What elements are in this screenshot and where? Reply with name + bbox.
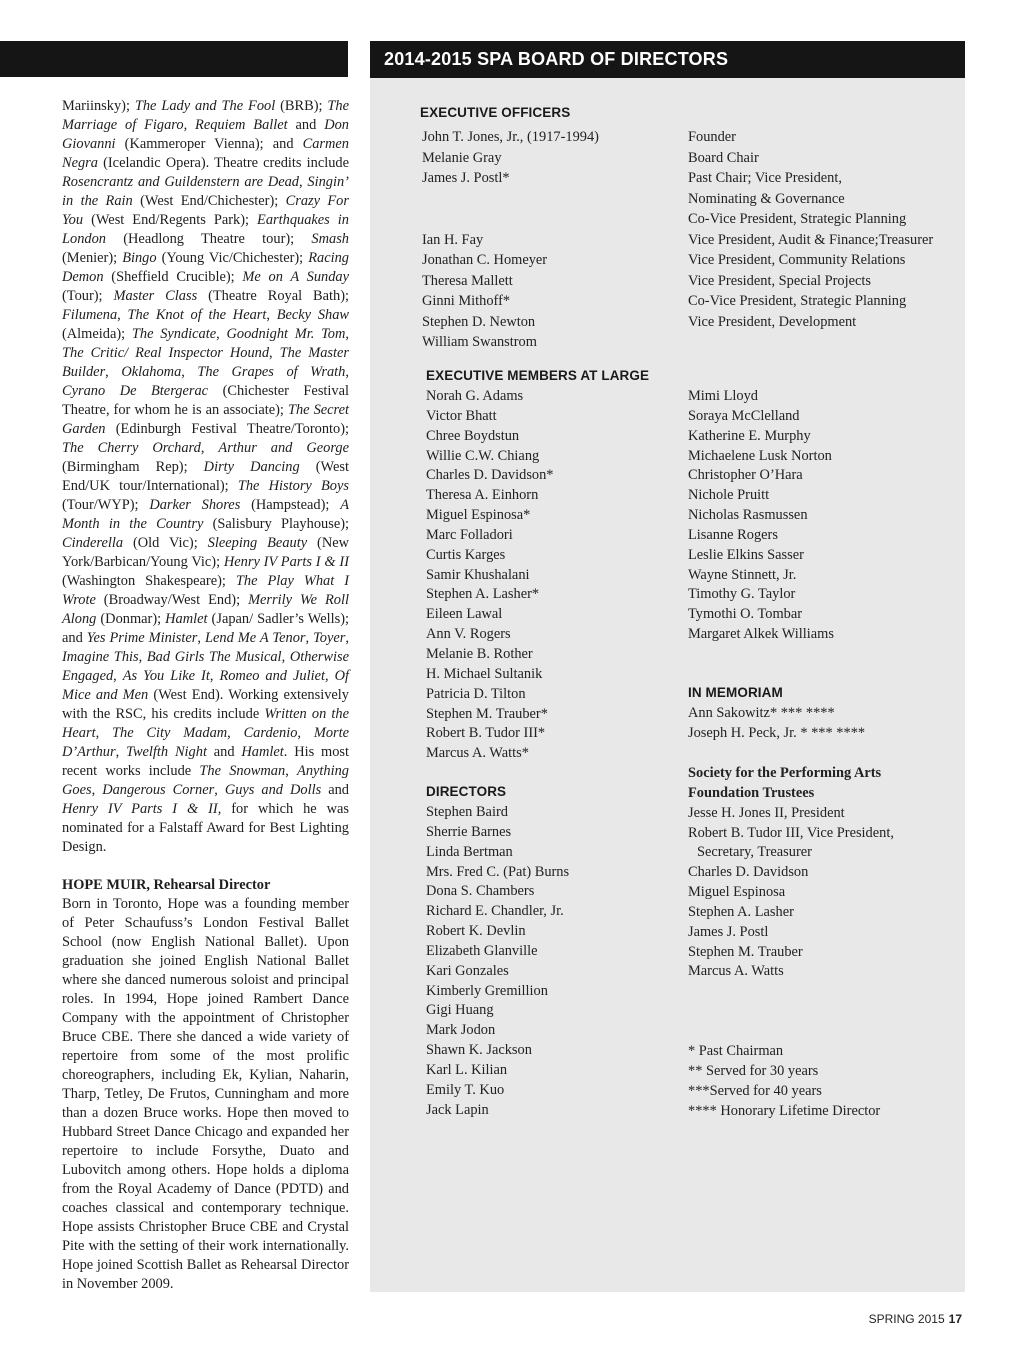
work-title: The Knot of the Heart: [127, 307, 267, 323]
directors-title: DIRECTORS: [426, 784, 507, 799]
list-item: Karl L. Kilian: [426, 1061, 508, 1078]
exec-officers-title: EXECUTIVE OFFICERS: [420, 105, 571, 120]
work-title: Crazy For You: [62, 193, 349, 228]
list-item: ***Served for 40 years: [688, 1082, 822, 1099]
list-item: Stephen M. Trauber: [688, 943, 803, 960]
work-title: Anything Goes: [62, 763, 349, 798]
work-title: Goodnight Mr. Tom: [226, 326, 346, 342]
work-title: Oklahoma: [121, 364, 182, 380]
bio-text-segment: (Almeida);: [62, 326, 132, 342]
list-item: Miguel Espinosa*: [426, 507, 531, 524]
bio-text-segment: (West End). Working extensively with the RSC, his credits include: [62, 687, 349, 722]
in-memoriam-list: [688, 704, 865, 744]
bio-text-segment: (Tour/WYP);: [62, 497, 150, 513]
list-item: Vice President, Community Relations: [688, 252, 906, 268]
exec-officers-roles: [688, 127, 933, 332]
list-item: Christopher O’Hara: [688, 467, 803, 484]
work-title: Lend Me A Tenor: [205, 630, 306, 646]
list-item: Dona S. Chambers: [426, 883, 535, 900]
bio-text-segment: (Kammeroper Vienna); and: [115, 136, 303, 152]
list-item: Sherrie Barnes: [426, 823, 512, 840]
list-item: Shawn K. Jackson: [426, 1042, 532, 1059]
list-item: Co-Vice President, Strategic Planning: [688, 211, 907, 227]
list-item: Charles D. Davidson*: [426, 467, 554, 484]
list-item: Robert B. Tudor III*: [426, 725, 546, 742]
work-title: Twelfth Night: [126, 744, 207, 760]
list-item: Jonathan C. Homeyer: [422, 252, 548, 268]
list-item: Chree Boydstun: [426, 427, 520, 444]
left-header-bar: [0, 41, 348, 77]
bio-text-segment: (Theatre Royal Bath);: [197, 288, 350, 304]
list-item: Katherine E. Murphy: [688, 427, 811, 444]
list-item: Tymothi O. Tombar: [688, 606, 803, 623]
trustees-title: Foundation Trustees: [688, 784, 815, 801]
page-number: 17: [948, 1312, 962, 1326]
list-item: Mimi Lloyd: [688, 388, 758, 404]
exec-officers-names: [422, 127, 599, 353]
list-item: Stephen A. Lasher: [688, 903, 794, 920]
work-title: The Snowman: [199, 763, 286, 779]
list-item: John T. Jones, Jr., (1917-1994): [422, 129, 599, 145]
list-item: Mrs. Fred C. (Pat) Burns: [426, 863, 570, 880]
bio-text-hope-muir: Born in Toronto, Hope was a founding member of Peter Schaufuss’s London Festival Ballet School (now English National Ballet). Upon graduation she joined English National Ballet where she danced numerous soloist and principal roles. In 1994, Hope joined Rambert Dance Company with the appointment of Christopher Bruce CBE. There she danced a wide variety of repertoire from some of the most prolific choreographers, including Ek, Kylian, Naharin, Tharp, Tetley, De Frutos, Cunningham and more than a dozen Bruce works. Hope then moved to Hubbard Street Dance Chicago and expanded her repertoire to include Forsythe, Duato and Lubovitch among others. Hope holds a diploma from the Royal Academy of Dance (PDTD) and coaches classical and contemporary technique. Hope assists Christopher Bruce CBE and Crystal Pite with the setting of their work internationally. Hope joined Scottish Ballet as Rehearsal Director in November 2009.: [62, 896, 349, 1292]
work-title: Written on the Heart: [62, 706, 349, 741]
list-item: Victor Bhatt: [426, 407, 497, 424]
work-title: Singin’ in the Rain: [62, 174, 349, 209]
bio-text-segment: ,: [285, 763, 298, 779]
list-item: Board Chair: [688, 149, 759, 166]
list-item: Vice President, Special Projects: [688, 272, 871, 289]
work-title: The Marriage of Figaro: [62, 98, 350, 133]
work-title: Bad Girls The Musical: [146, 649, 282, 665]
bio-text-segment: ,: [298, 174, 308, 190]
list-item: Norah G. Adams: [426, 388, 524, 404]
list-item: H. Michael Sultanik: [426, 665, 543, 682]
bio-text-segment: (Washington Shakespeare);: [62, 573, 236, 589]
bio-text-segment: ,: [91, 782, 103, 798]
work-title: Hamlet: [165, 611, 208, 627]
bio-text-segment: (Salisbury Playhouse);: [203, 516, 349, 532]
list-item: Elizabeth Glanville: [426, 942, 538, 959]
list-item: Miguel Espinosa: [688, 884, 786, 901]
bio-text-segment: ,: [345, 630, 349, 646]
bio-text-segment: (Hampstead);: [240, 497, 341, 513]
list-item: Mark Jodon: [426, 1022, 496, 1039]
bio-text-segment: (Birmingham Rep);: [62, 459, 204, 475]
list-item: Joseph H. Peck, Jr. * *** ****: [688, 724, 866, 741]
page-footer: [869, 1312, 962, 1326]
work-title: Becky Shaw: [276, 307, 349, 323]
work-title: Darker Shores: [149, 497, 241, 513]
work-title: Me on A Sunday: [242, 269, 349, 285]
list-item: Curtis Karges: [426, 546, 506, 563]
list-item: Vice President, Audit & Finance;Treasurer: [688, 231, 934, 248]
work-title: Cyrano De Btergerac: [62, 383, 209, 399]
bio-text-segment: ,: [324, 668, 335, 684]
bio-text-segment: ,: [297, 725, 314, 741]
work-title: The Master Builder: [62, 345, 349, 380]
bio-text-segment: , for which he was nominated for a Falstaff Award for Best Lighting Design.: [62, 801, 349, 855]
bio-text-segment: ,: [305, 630, 314, 646]
bio-text-segment: (West End/Chichester);: [132, 193, 286, 209]
list-item: Timothy G. Taylor: [688, 586, 796, 603]
list-item: Gigi Huang: [426, 1002, 494, 1019]
list-item: Theresa A. Einhorn: [426, 487, 539, 504]
work-title: The Cherry Orchard: [62, 440, 201, 456]
trustees-title: Society for the Performing Arts: [688, 765, 882, 781]
work-title: Earthquakes in London: [62, 212, 349, 247]
list-item: Charles D. Davidson: [688, 864, 809, 881]
list-item: Vice President, Development: [688, 313, 857, 330]
list-item: Founder: [688, 129, 736, 145]
bio-text-segment: ,: [214, 782, 225, 798]
work-title: Master Class: [113, 288, 198, 304]
bio-text-segment: (New York/Barbican/Young Vic);: [62, 535, 350, 570]
bio-text-segment: and: [206, 744, 242, 760]
work-title: A Month in the Country: [62, 497, 349, 532]
list-item: Jack Lapin: [426, 1101, 489, 1118]
bio-text-segment: ,: [345, 326, 349, 342]
work-title: As You Like It: [122, 668, 210, 684]
bio-text-segment: ,: [227, 725, 244, 741]
bio-text-segment: (Edinburgh Festival Theatre/Toronto);: [105, 421, 349, 437]
work-title: The History Boys: [237, 478, 349, 494]
list-item: Eileen Lawal: [426, 606, 503, 623]
bio-text-segment: ,: [115, 744, 127, 760]
list-item: Marcus A. Watts*: [426, 745, 529, 762]
list-item: Robert B. Tudor III, Vice President,: [688, 824, 894, 841]
issue-label: SPRING 2015: [868, 1312, 945, 1326]
list-item: Michaelene Lusk Norton: [688, 447, 832, 464]
bio-text-segment: Mariinsky);: [62, 98, 135, 114]
members-at-large-title: EXECUTIVE MEMBERS AT LARGE: [426, 368, 650, 383]
list-item: Willie C.W. Chiang: [426, 447, 540, 464]
work-title: Hamlet: [241, 744, 284, 760]
list-item: Margaret Alkek Williams: [688, 626, 834, 643]
work-title: Filumena: [62, 307, 118, 323]
work-title: Henry IV Parts I & II: [62, 801, 218, 817]
work-title: Yes Prime Minister: [86, 630, 198, 646]
list-item: Past Chair; Vice President,: [688, 170, 842, 186]
list-item: Secretary, Treasurer: [697, 844, 812, 861]
footnote-legend: [688, 1042, 880, 1121]
list-item: Nicholas Rasmussen: [688, 507, 808, 524]
bio-text-segment: (Tour);: [62, 288, 114, 304]
bio-text-segment: ,: [95, 725, 112, 741]
list-item: Patricia D. Tilton: [426, 685, 526, 702]
bio-text-segment: (West End/Regents Park);: [83, 212, 258, 228]
list-item: Nominating & Governance: [688, 190, 845, 207]
work-title: Cardenio: [243, 725, 298, 741]
bio-text-segment: (Broadway/West End);: [95, 592, 249, 608]
list-item: Kimberly Gremillion: [426, 982, 548, 999]
work-title: Morte D’Arthur: [62, 725, 350, 760]
bio-text-segment: ,: [281, 649, 290, 665]
work-title: Imagine This: [62, 649, 139, 665]
list-item: William Swanstrom: [422, 334, 537, 350]
list-item: Samir Khushalani: [426, 566, 530, 583]
list-item: Ian H. Fay: [422, 231, 484, 248]
directors-list: [426, 803, 569, 1121]
bio-text-segment: ,: [269, 345, 280, 361]
list-item: **** Honorary Lifetime Director: [688, 1102, 881, 1119]
bio-text-segment: . His most recent works include: [62, 744, 349, 779]
in-memoriam-title: IN MEMORIAM: [688, 685, 783, 700]
bio-text-segment: ,: [117, 307, 128, 323]
work-title: Guys and Dolls: [224, 782, 322, 798]
list-item: Kari Gonzales: [426, 962, 509, 979]
list-item: James J. Postl*: [422, 170, 510, 186]
bio-text-segment: ,: [200, 440, 219, 456]
list-item: Richard E. Chandler, Jr.: [426, 903, 564, 920]
panel-title: 2014-2015 SPA BOARD OF DIRECTORS: [370, 41, 965, 78]
work-title: Don Giovanni: [62, 117, 349, 152]
list-item: Stephen D. Newton: [422, 313, 536, 330]
list-item: ** Served for 30 years: [688, 1062, 819, 1079]
bio-text-segment: (Donmar);: [96, 611, 166, 627]
work-title: Henry IV Parts I & II: [223, 554, 350, 570]
work-title: The City Madam: [112, 725, 228, 741]
list-item: Marcus A. Watts: [688, 963, 784, 980]
list-item: Linda Bertman: [426, 843, 513, 860]
work-title: Carmen Negra: [62, 136, 349, 171]
members-at-large-col2: [688, 387, 834, 645]
list-item: Ginni Mithoff*: [422, 293, 511, 309]
list-item: Leslie Elkins Sasser: [688, 546, 804, 563]
bio-text-segment: ,: [105, 364, 122, 380]
work-title: The Grapes of Wrath: [197, 364, 346, 380]
work-title: The Critic/ Real Inspector Hound: [62, 345, 270, 361]
work-title: The Play What I Wrote: [62, 573, 349, 608]
work-title: Romeo and Juliet: [219, 668, 325, 684]
bio-text-segment: (Menier);: [62, 250, 123, 266]
list-item: Emily T. Kuo: [426, 1081, 505, 1098]
work-title: Requiem Ballet: [195, 117, 288, 133]
bio-title-hope-muir: HOPE MUIR, Rehearsal Director: [62, 877, 271, 893]
left-column: [62, 97, 349, 1294]
bio-text-segment: (Headlong Theatre tour);: [105, 231, 312, 247]
list-item: Ann Sakowitz* *** ****: [688, 705, 835, 721]
work-title: Racing Demon: [62, 250, 349, 285]
list-item: * Past Chairman: [688, 1043, 784, 1059]
work-title: Dangerous Corner: [102, 782, 215, 798]
list-item: Stephen Baird: [426, 804, 508, 820]
list-item: Melanie Gray: [422, 149, 502, 166]
list-item: Lisanne Rogers: [688, 526, 778, 543]
work-title: The Secret Garden: [62, 402, 349, 437]
foundation-trustees: [688, 764, 894, 982]
bio-text-segment: ,: [181, 364, 198, 380]
bio-text-segment: (Old Vic);: [123, 535, 208, 551]
work-title: Smash: [311, 231, 349, 247]
bio-text-segment: (Chichester Festival Theatre, for whom he is an associate);: [62, 383, 349, 418]
list-item: Co-Vice President, Strategic Planning: [688, 293, 907, 309]
work-title: Rosencrantz and Guildenstern are Dead: [62, 174, 299, 190]
list-item: Soraya McClelland: [688, 407, 800, 424]
list-item: Robert K. Devlin: [426, 923, 526, 940]
members-at-large-col1: [426, 387, 554, 764]
list-item: Nichole Pruitt: [688, 487, 770, 504]
list-item: Jesse H. Jones II, President: [688, 804, 845, 821]
bio-text-segment: ,: [197, 630, 205, 646]
work-title: Arthur and George: [218, 440, 349, 456]
work-title: Of Mice and Men: [62, 668, 349, 703]
bio-text-segment: (Young Vic/Chichester);: [156, 250, 309, 266]
work-title: Sleeping Beauty: [207, 535, 308, 551]
list-item: Ann V. Rogers: [426, 626, 511, 643]
bio-text-segment: ,: [266, 307, 277, 323]
bio-text-segment: and: [321, 782, 349, 798]
bio-text-segment: ,: [113, 668, 123, 684]
list-item: Melanie B. Rother: [426, 645, 533, 662]
work-title: The Lady and The Fool: [134, 98, 276, 114]
bio-text-segment: (BRB);: [275, 98, 328, 114]
bio-text-segment: ,: [209, 668, 220, 684]
bio-text-segment: ,: [183, 117, 196, 133]
work-title: Cinderella: [62, 535, 124, 551]
work-title: Merrily We Roll Along: [62, 592, 349, 627]
bio-text-segment: (Icelandic Opera). Theatre credits include: [97, 155, 349, 171]
bio-text-segment: ,: [138, 649, 147, 665]
work-title: The Syndicate: [131, 326, 217, 342]
list-item: Stephen A. Lasher*: [426, 586, 540, 603]
bio-text-segment: (West End/UK tour/International);: [62, 459, 349, 494]
list-item: Theresa Mallett: [422, 272, 513, 289]
list-item: Marc Folladori: [426, 526, 513, 543]
bio-text-segment: (Sheffield Crucible);: [103, 269, 243, 285]
list-item: Wayne Stinnett, Jr.: [688, 566, 797, 583]
bio-text-segment: ,: [216, 326, 227, 342]
work-title: Dirty Dancing: [203, 459, 300, 475]
work-title: Bingo: [122, 250, 157, 266]
bio-text-segment: ,: [345, 364, 349, 380]
list-item: Stephen M. Trauber*: [426, 705, 548, 722]
work-title: Toyer: [313, 630, 346, 646]
bio-text-segment: and: [287, 117, 325, 133]
bio-continued: [62, 97, 349, 857]
list-item: James J. Postl: [688, 923, 769, 940]
work-title: Otherwise Engaged: [62, 649, 349, 684]
bio-text-segment: (Japan/ Sadler’s Wells); and: [62, 611, 349, 646]
